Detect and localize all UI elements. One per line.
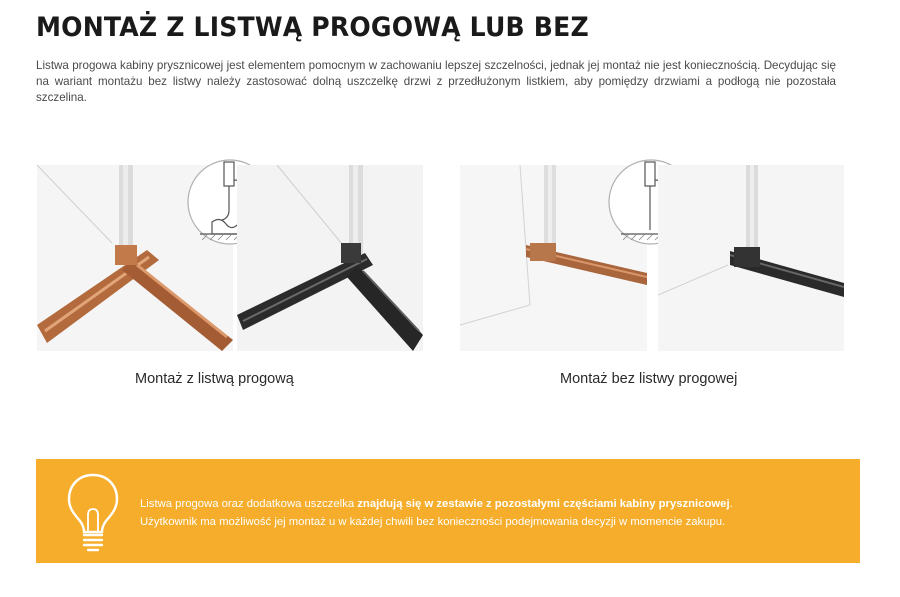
photo-black-seal bbox=[658, 165, 844, 351]
caption-with-threshold: Montaż z listwą progową bbox=[135, 371, 294, 387]
info-text-bold: znajdują się w zestawie z pozostałymi częściami kabiny prysznicowej bbox=[357, 498, 730, 510]
info-text-line2: Użytkownik ma możliwość jej montaż u w każdej chwili bez konieczności podejmowania decyzji w momencie zakupu. bbox=[140, 516, 726, 528]
info-box bbox=[36, 459, 860, 563]
info-text-line1-start: Listwa progowa oraz dodatkowa uszczelka bbox=[140, 498, 358, 510]
info-text-line1-end: . bbox=[729, 498, 733, 510]
page-title: MONTAŻ Z LISTWĄ PROGOWĄ LUB BEZ bbox=[36, 12, 589, 43]
intro-paragraph: Listwa progowa kabiny prysznicowej jest elementem pomocnym w zachowaniu lepszej szczelności, jednak jej montaż nie jest koniecznością. Decydując się na wariant montażu bez listwy należy zastosować dolną uszczelkę drzwi z przedłużonym listkiem, aby pomiędzy drzwiami a podłogą nie pozostała szczelina. bbox=[36, 59, 836, 104]
info-text bbox=[140, 495, 840, 531]
lightbulb-icon bbox=[64, 471, 122, 558]
photo-black-threshold bbox=[237, 165, 423, 351]
caption-without-threshold: Montaż bez listwy progowej bbox=[560, 371, 738, 387]
